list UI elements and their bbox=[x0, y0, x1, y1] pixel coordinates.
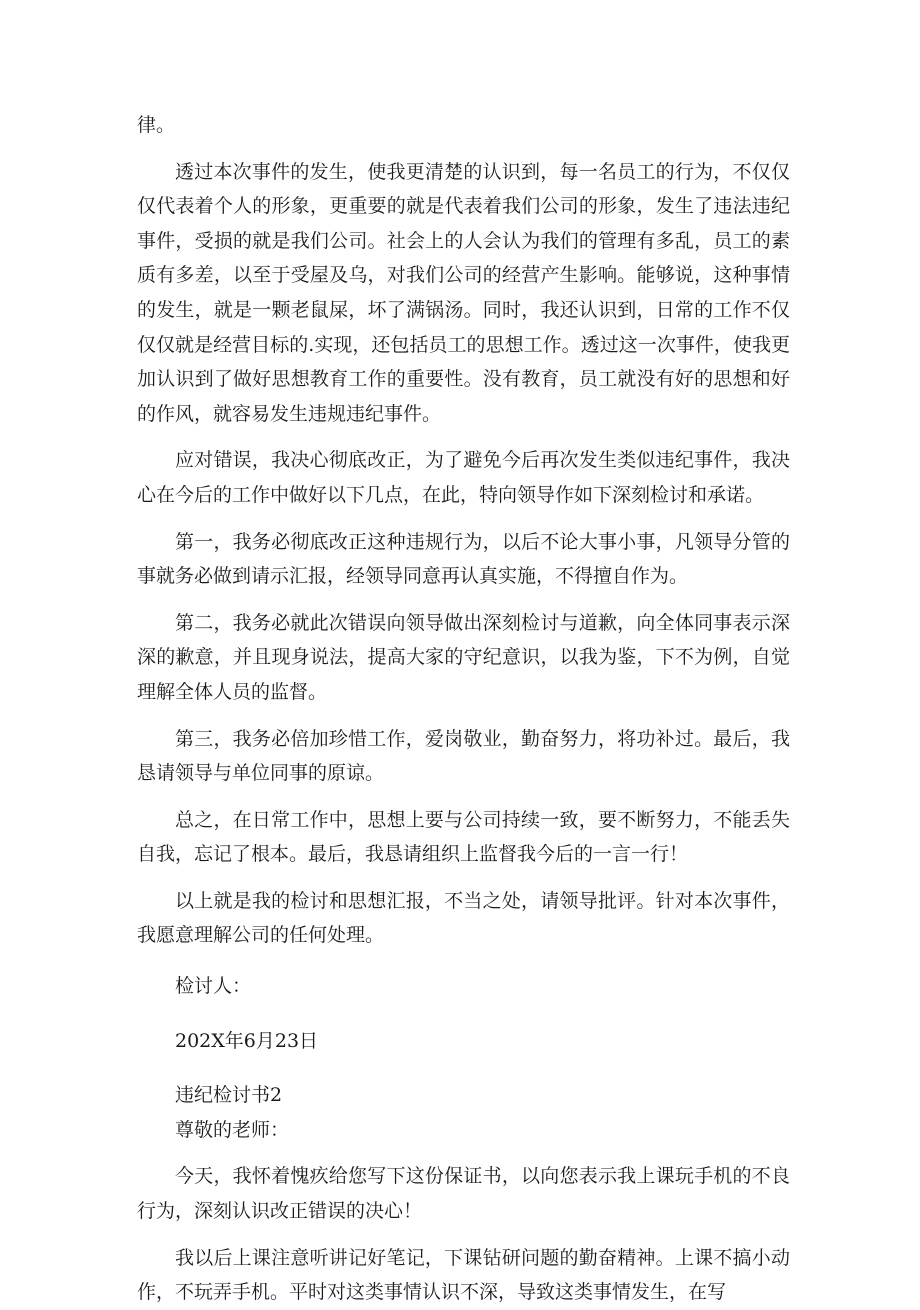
paragraph-continuation: 律。 bbox=[137, 114, 176, 136]
salutation: 尊敬的老师： bbox=[175, 1118, 290, 1141]
paragraph-promise: 我以后上课注意听讲记好笔记，下课钻研问题的勤奋精神。上课不搞小动作，不玩弄手机。平时对这类事情认识不深，导致这类事情发生，在写 bbox=[137, 1246, 790, 1304]
paragraph-apology: 今天，我怀着愧疚给您写下这份保证书，以向您表示我上课玩手机的不良行为，深刻认识改正错误的决心！ bbox=[137, 1165, 790, 1223]
second-document-title: 违纪检讨书2 bbox=[175, 1084, 283, 1107]
paragraph-first: 第一，我务必彻底改正这种违规行为，以后不论大事小事，凡领导分管的事就务必做到请示汇报，经领导同意再认真实施，不得擅自作为。 bbox=[137, 530, 790, 588]
paragraph-second: 第二，我务必就此次错误向领导做出深刻检讨与道歉，向全体同事表示深深的歉意，并且现身说法，提高大家的守纪意识，以我为鉴，下不为例，自觉理解全体人员的监督。 bbox=[137, 611, 790, 703]
paragraph-closing: 以上就是我的检讨和思想汇报，不当之处，请领导批评。针对本次事件，我愿意理解公司的任何处理。 bbox=[137, 889, 790, 947]
paragraph-third: 第三，我务必倍加珍惜工作，爱岗敬业，勤奋努力，将功补过。最后，我恳请领导与单位同事的原谅。 bbox=[137, 727, 790, 785]
document-page bbox=[137, 108, 790, 1310]
paragraph-resolve: 应对错误，我决心彻底改正，为了避免今后再次发生类似违纪事件，我决心在今后的工作中做好以下几点，在此，特向领导作如下深刻检讨和承诺。 bbox=[137, 449, 790, 506]
signature-label: 检讨人： bbox=[175, 975, 252, 998]
document-date: 202X年6月23日 bbox=[175, 1029, 319, 1052]
paragraph-reflection: 透过本次事件的发生，使我更清楚的认识到，每一名员工的行为，不仅仅仅代表着个人的形象，更重要的就是代表着我们公司的形象，发生了违法违纪事件，受损的就是我们公司。社会上的人会认为我们的管理有多乱，员工的素质有多差，以至于受屋及乌，对我们公司的经营产生影响。能够说，这种事情的发生，就是一颗老鼠屎，坏了满锅汤。同时，我还认识到，日常的工作不仅仅仅就是经营目标的.实现，还包括员工的思想工作。透过这一次事件，使我更加认识到了做好思想教育工作的重要性。没有教育，员工就没有好的思想和好的作风，就容易发生违规违纪事件。 bbox=[137, 160, 790, 425]
paragraph-summary: 总之，在日常工作中，思想上要与公司持续一致，要不断努力，不能丢失自我，忘记了根本。最后，我恳请组织上监督我今后的一言一行！ bbox=[137, 808, 790, 866]
